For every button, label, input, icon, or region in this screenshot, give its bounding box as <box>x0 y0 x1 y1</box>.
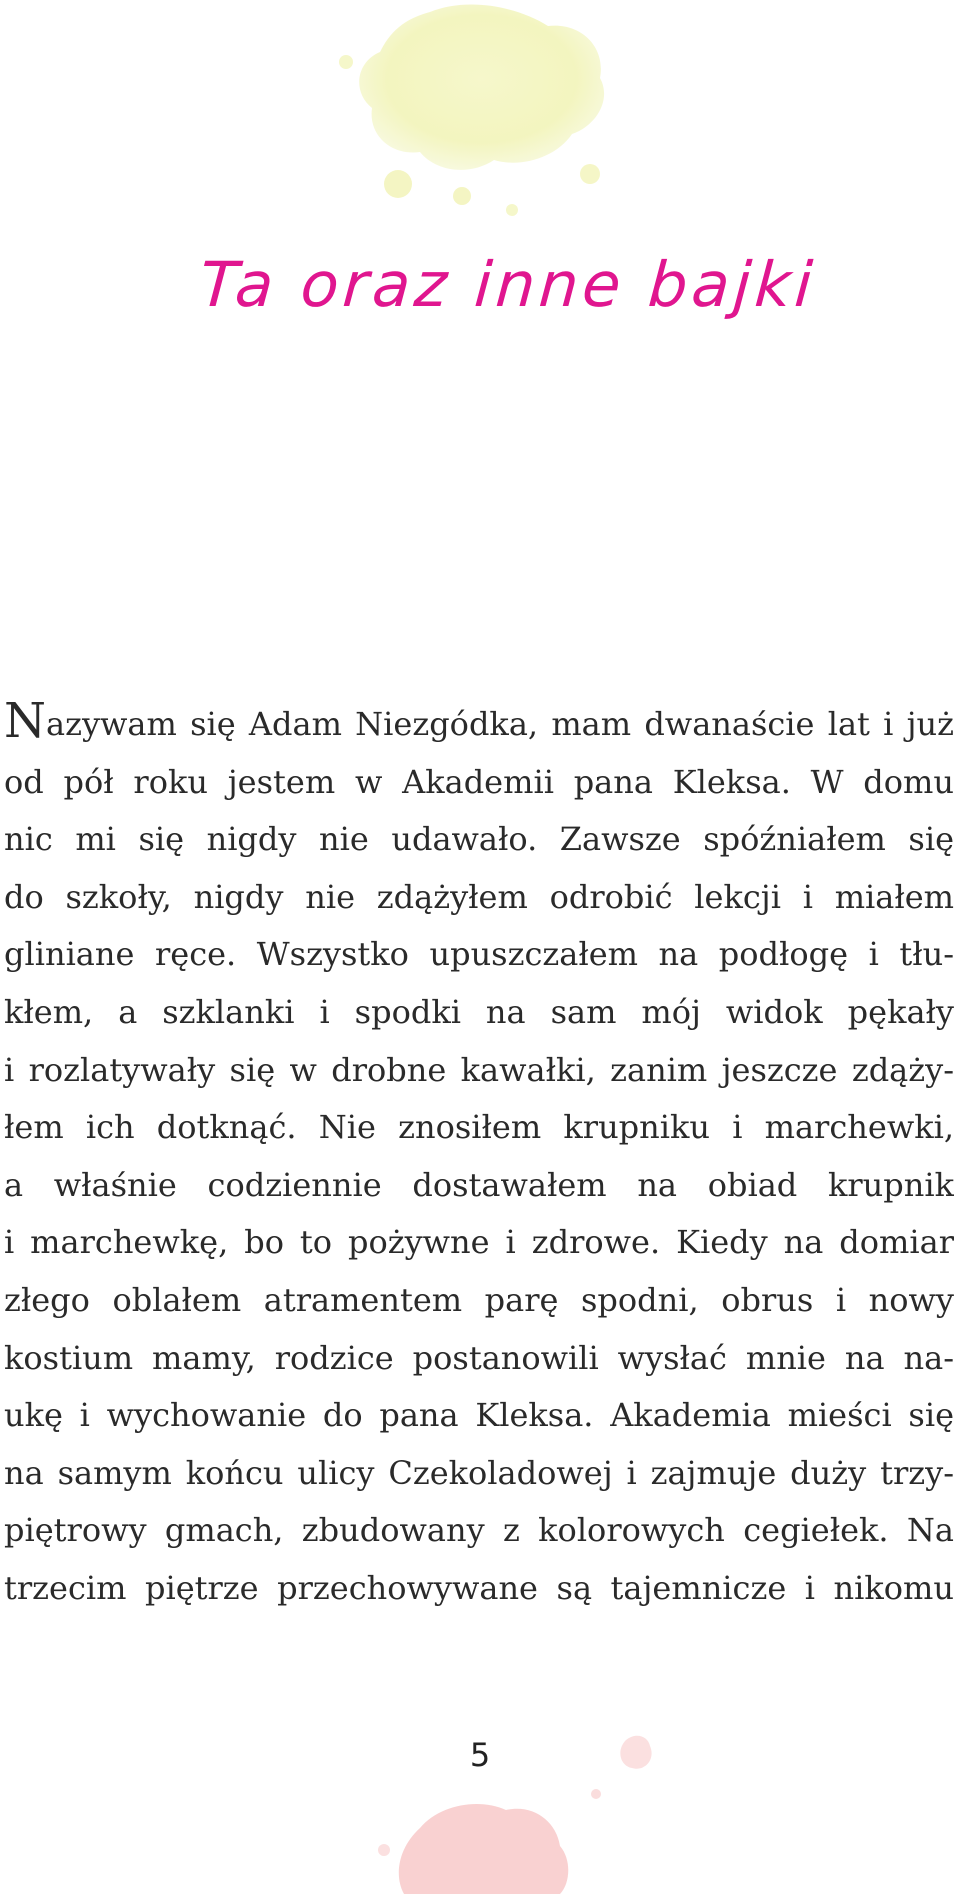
text-line: Nazywam się Adam Niezgódka, mam dwanaście lat i już <box>4 696 954 754</box>
text-line: na samym końcu ulicy Czekoladowej i zajmuje duży trzy- <box>4 1453 954 1492</box>
text-line: do szkoły, nigdy nie zdążyłem odrobić lekcji i miałem <box>4 877 954 916</box>
text-line: kłem, a szklanki i spodki na sam mój widok pękały <box>4 992 954 1031</box>
text-line: i marchewkę, bo to pożywne i zdrowe. Kiedy na domiar <box>4 1223 954 1262</box>
text-line: gliniane ręce. Wszystko upuszczałem na podłogę i tłu- <box>4 935 954 974</box>
text-line: ukę i wychowanie do pana Kleksa. Akademia mieści się <box>4 1396 954 1435</box>
text-line: od pół roku jestem w Akademii pana Kleksa. W domu <box>4 762 954 801</box>
watercolor-splash-bottom <box>0 1700 960 1894</box>
text-line: kostium mamy, rodzice postanowili wysłać mnie na na- <box>4 1338 954 1377</box>
drop-initial: N <box>4 696 46 749</box>
page-number: 5 <box>469 1736 491 1774</box>
text-line: złego oblałem atramentem parę spodni, obrus i nowy <box>4 1280 954 1319</box>
watercolor-splash-top <box>0 0 960 260</box>
chapter-title: Ta oraz inne bajki <box>197 248 819 321</box>
text-line: piętrowy gmach, zbudowany z kolorowych cegiełek. Na <box>4 1511 954 1550</box>
text-line: łem ich dotknąć. Nie znosiłem krupniku i marchewki, <box>4 1108 954 1147</box>
text-line: i rozlatywały się w drobne kawałki, zanim jeszcze zdąży- <box>4 1050 954 1089</box>
text-line: nic mi się nigdy nie udawało. Zawsze spóźniałem się <box>4 820 954 859</box>
body-text <box>4 696 954 1618</box>
text-line: a właśnie codziennie dostawałem na obiad krupnik <box>4 1165 954 1204</box>
text-line: trzecim piętrze przechowywane są tajemnicze i nikomu <box>4 1568 954 1607</box>
